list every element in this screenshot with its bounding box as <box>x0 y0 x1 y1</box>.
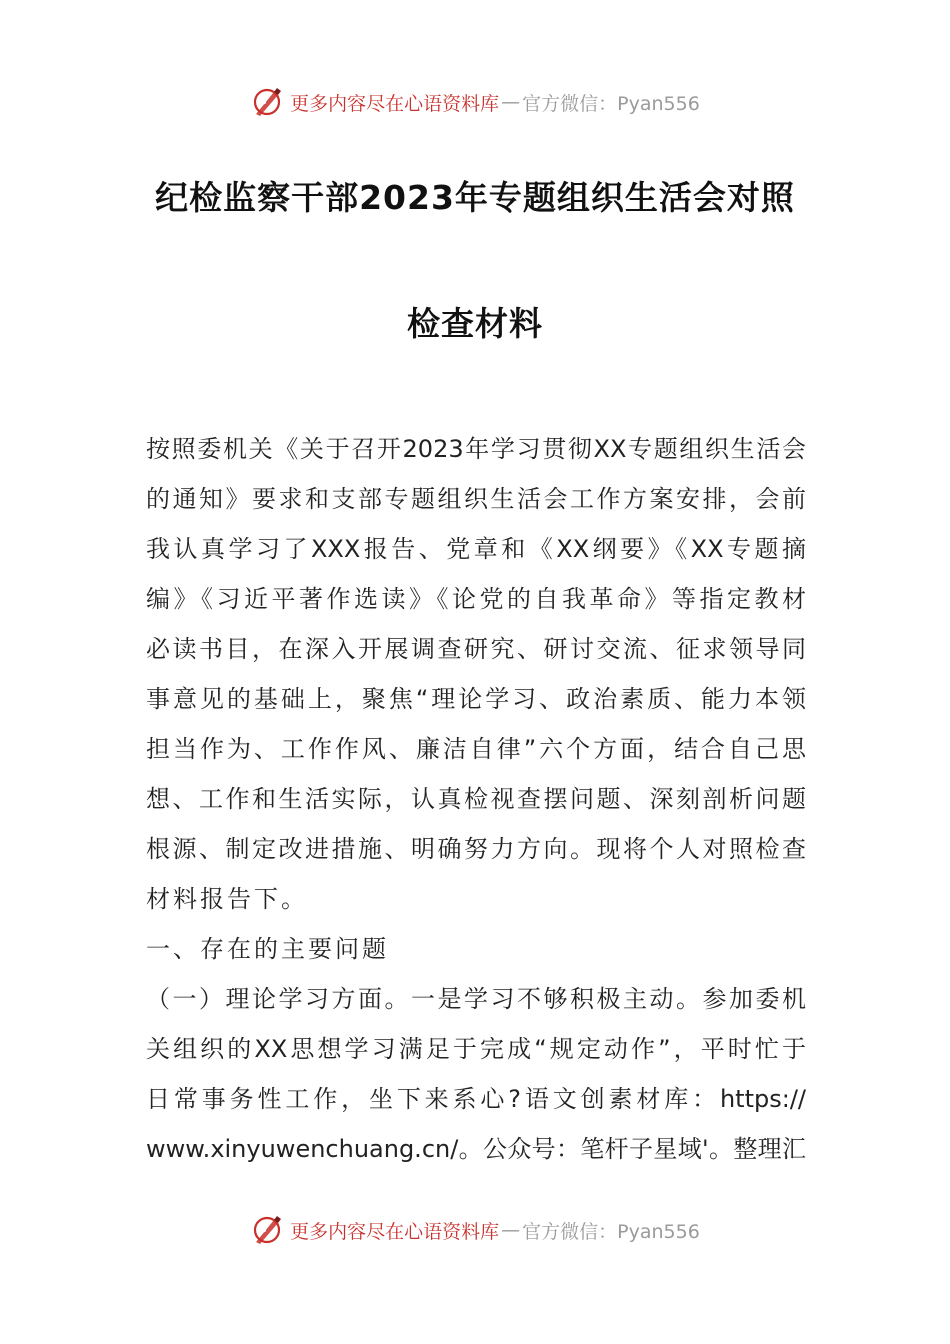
pen-logo-icon <box>250 1212 286 1248</box>
body-line: 根源、制定改进措施、明确努力方向。现将个人对照检查 <box>146 835 806 863</box>
body-line: www.xinyuwenchuang.cn/。公众号：笔杆子星域'。整理汇 <box>146 1135 806 1163</box>
banner-separator: — <box>501 91 521 113</box>
pen-logo-icon <box>250 84 286 120</box>
body-line: 的通知》要求和支部专题组织生活会工作方案安排，会前 <box>146 485 806 513</box>
header-watermark-banner <box>0 80 950 124</box>
body-line: 事意见的基础上，聚焦“理论学习、政治素质、能力本领 <box>146 685 806 713</box>
body-line: 想、工作和生活实际，认真检视查摆问题、深刻剖析问题 <box>146 785 806 813</box>
section-heading: 一、存在的主要问题 <box>146 935 389 963</box>
body-line: 必读书目，在深入开展调查研究、研讨交流、征求领导同 <box>146 635 806 663</box>
banner-wechat-text: 官方微信：Pyan556 <box>522 1220 700 1243</box>
body-line: 编》《习近平著作选读》《论党的自我革命》等指定教材 <box>146 585 806 613</box>
body-line: （一）理论学习方面。一是学习不够积极主动。参加委机 <box>146 985 806 1013</box>
body-line: 材料报告下。 <box>146 885 308 913</box>
body-line: 担当作为、工作作风、廉洁自律”六个方面，结合自己思 <box>146 735 806 763</box>
body-line: 日常事务性工作，坐下来系心?语文创素材库：https:// <box>146 1085 806 1113</box>
body-line: 我认真学习了XXX报告、党章和《XX纲要》《XX专题摘 <box>146 535 806 563</box>
footer-watermark-banner <box>0 1208 950 1252</box>
banner-wechat-text: 官方微信：Pyan556 <box>522 92 700 115</box>
body-line: 按照委机关《关于召开2023年学习贯彻XX专题组织生活会 <box>146 435 806 463</box>
banner-site-text: 更多内容尽在心语资料库 <box>290 92 500 115</box>
document-title-line-1: 纪检监察干部2023年专题组织生活会对照 <box>155 178 795 217</box>
body-line: 关组织的XX思想学习满足于完成“规定动作”，平时忙于 <box>146 1035 806 1063</box>
banner-site-text: 更多内容尽在心语资料库 <box>290 1220 500 1243</box>
document-body <box>146 428 806 1178</box>
document-title-line-2: 检查材料 <box>407 304 543 343</box>
banner-separator: — <box>501 1219 521 1241</box>
